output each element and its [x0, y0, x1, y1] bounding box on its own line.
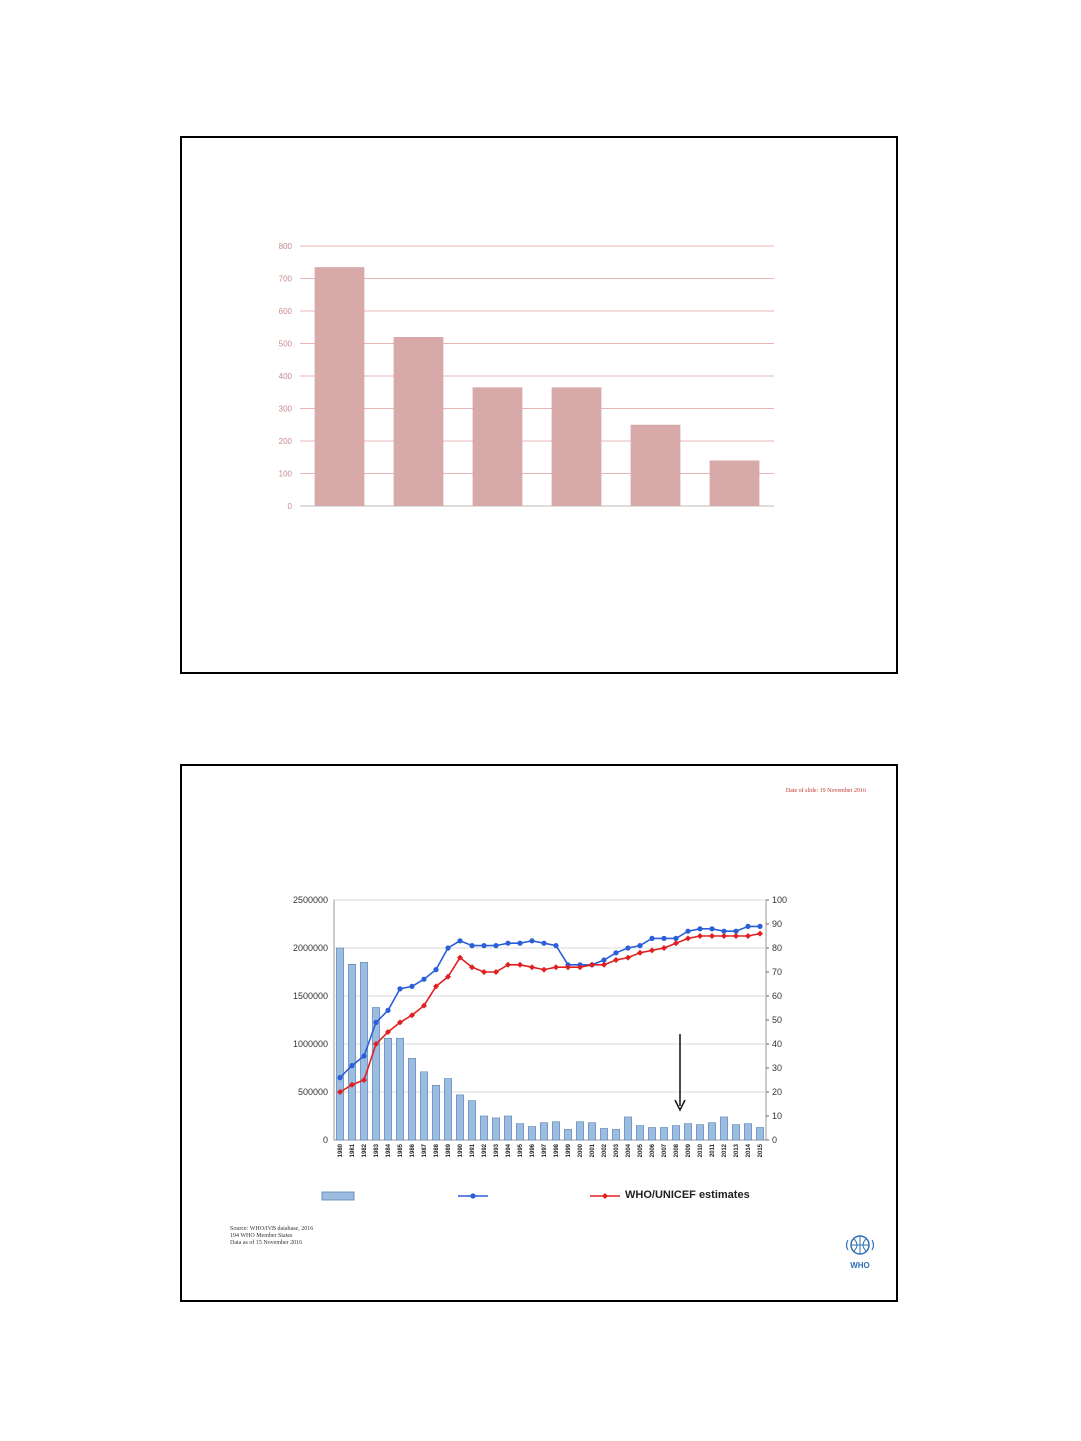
series-point [601, 962, 607, 968]
right-tick-label: 0 [772, 1135, 778, 1145]
bar [444, 1079, 451, 1140]
bar [564, 1129, 571, 1140]
x-tick-label: 1986 [410, 1144, 416, 1158]
bar [732, 1125, 739, 1140]
bar [528, 1127, 535, 1140]
bar [684, 1124, 691, 1140]
series-point [361, 1053, 366, 1058]
right-tick-label: 10 [772, 1111, 783, 1121]
left-tick-label: 0 [322, 1135, 328, 1145]
left-tick-label: 2000000 [292, 943, 328, 953]
bar [648, 1128, 655, 1140]
series-point [529, 964, 535, 970]
series-point [709, 926, 714, 931]
bar [408, 1058, 415, 1140]
bar [744, 1124, 751, 1140]
series-point [337, 1075, 342, 1080]
bar [432, 1085, 439, 1140]
series-point [421, 977, 426, 982]
series-point [757, 924, 762, 929]
left-tick-label: 1500000 [292, 991, 328, 1001]
legend-swatch-point [602, 1193, 608, 1199]
bar [540, 1123, 547, 1140]
x-tick-label: 2007 [662, 1144, 668, 1158]
left-tick-label: 500000 [297, 1087, 328, 1097]
y-tick-label: 300 [278, 404, 292, 414]
source-note [230, 1226, 313, 1247]
x-tick-label: 1992 [482, 1144, 488, 1158]
x-tick-label: 1987 [422, 1144, 428, 1158]
series-point [553, 964, 559, 970]
series-point [481, 969, 487, 975]
series-point [505, 941, 510, 946]
bar [315, 267, 365, 506]
series-point [733, 933, 739, 939]
x-tick-label: 1991 [470, 1144, 476, 1158]
left-tick-label: 2500000 [292, 895, 328, 905]
series-point [685, 935, 691, 941]
bar [696, 1125, 703, 1140]
bar [636, 1126, 643, 1140]
series-point [541, 967, 547, 973]
bar [552, 1122, 559, 1140]
right-tick-label: 100 [772, 895, 788, 905]
x-tick-label: 2008 [674, 1144, 680, 1158]
who-logo-text: WHO [850, 1261, 870, 1270]
y-tick-label: 600 [278, 307, 292, 316]
series-point [697, 933, 703, 939]
series-point [721, 933, 727, 939]
series-point [745, 924, 750, 929]
y-tick-label: 500 [278, 339, 292, 349]
right-tick-label: 30 [772, 1063, 783, 1073]
x-tick-label: 1996 [530, 1144, 536, 1158]
bar [588, 1123, 595, 1140]
series-point [457, 938, 462, 943]
y-tick-label: 400 [278, 372, 292, 381]
series-point [517, 962, 523, 968]
right-tick-label: 20 [772, 1087, 783, 1097]
x-tick-label: 1985 [398, 1144, 404, 1158]
series-point [349, 1063, 354, 1068]
bar [660, 1128, 667, 1140]
series-point [757, 931, 763, 937]
series-point [589, 962, 595, 968]
x-tick-label: 2009 [686, 1144, 692, 1158]
series-point [661, 936, 666, 941]
series-point [661, 945, 667, 951]
series-point [613, 950, 618, 955]
who-emblem-icon [845, 1234, 875, 1256]
bar [720, 1117, 727, 1140]
bar [516, 1124, 523, 1140]
x-tick-label: 1989 [446, 1144, 452, 1158]
series-point [445, 945, 450, 950]
right-tick-label: 80 [772, 943, 783, 953]
x-tick-label: 1999 [566, 1144, 572, 1158]
series-point [529, 938, 534, 943]
y-tick-label: 100 [278, 469, 292, 479]
source-line: Source: WHO/IVB database, 2016 [230, 1226, 314, 1232]
bar [672, 1126, 679, 1140]
bar [576, 1122, 583, 1140]
bar [394, 337, 444, 506]
slide-1 [180, 136, 898, 674]
x-tick-label: 1982 [362, 1144, 368, 1158]
y-tick-label: 200 [278, 437, 292, 446]
series-point [409, 984, 414, 989]
x-tick-label: 2004 [626, 1144, 632, 1158]
date-note: Date of slide: 19 November 2016 [785, 788, 866, 794]
series-point [541, 941, 546, 946]
bar [384, 1038, 391, 1140]
bar [624, 1117, 631, 1140]
series-point [397, 986, 402, 991]
y-tick-label: 0 [287, 502, 292, 511]
series-point [625, 955, 631, 961]
bar [710, 461, 760, 507]
x-tick-label: 2012 [722, 1144, 728, 1158]
series-point [613, 957, 619, 963]
left-tick-label: 1000000 [292, 1039, 328, 1049]
bar [420, 1072, 427, 1140]
series-point [373, 1020, 378, 1025]
source-line: Data as of 15 November 2016 [230, 1240, 303, 1246]
right-tick-label: 70 [772, 967, 783, 977]
bar [600, 1128, 607, 1140]
series-point [685, 929, 690, 934]
x-tick-label: 1988 [434, 1144, 440, 1158]
series-point [637, 943, 642, 948]
x-tick-label: 1980 [338, 1144, 344, 1158]
y-tick-label: 700 [278, 274, 292, 284]
x-tick-label: 2013 [734, 1144, 740, 1158]
bar [504, 1116, 511, 1140]
bar [708, 1123, 715, 1140]
x-tick-label: 1997 [542, 1144, 548, 1158]
bar [756, 1128, 763, 1140]
bar [396, 1038, 403, 1140]
who-logo [842, 1234, 878, 1270]
series-point [433, 967, 438, 972]
x-tick-label: 1995 [518, 1144, 524, 1158]
series-point [625, 945, 630, 950]
series-point [637, 950, 643, 956]
x-tick-label: 1983 [374, 1144, 380, 1158]
bar [631, 425, 681, 506]
series-point [709, 933, 715, 939]
bar [468, 1101, 475, 1140]
series-point [697, 926, 702, 931]
x-tick-label: 2001 [590, 1144, 596, 1158]
series-point [745, 933, 751, 939]
series-point [553, 943, 558, 948]
bar [336, 948, 343, 1140]
legend-label-estimates: WHO/UNICEF estimates [625, 1189, 750, 1201]
source-line: 194 WHO Member States [230, 1233, 293, 1239]
x-tick-label: 2015 [758, 1144, 764, 1158]
bar [473, 387, 523, 506]
bar-chart [182, 138, 896, 672]
y-tick-label: 800 [278, 242, 292, 251]
right-tick-label: 90 [772, 919, 783, 929]
bar [360, 962, 367, 1140]
x-tick-label: 2002 [602, 1144, 608, 1158]
series-point [481, 943, 486, 948]
x-tick-label: 2005 [638, 1144, 644, 1158]
x-tick-label: 1981 [350, 1144, 356, 1158]
x-tick-label: 1998 [554, 1144, 560, 1158]
legend-swatch-bar [322, 1192, 354, 1200]
combo-chart [182, 766, 896, 1300]
x-tick-label: 2014 [746, 1144, 752, 1158]
x-tick-label: 2003 [614, 1144, 620, 1158]
x-tick-label: 2006 [650, 1144, 656, 1158]
x-tick-label: 2000 [578, 1144, 584, 1158]
legend-swatch-point [470, 1193, 475, 1198]
bar [552, 387, 602, 506]
series-point [493, 943, 498, 948]
x-tick-label: 1993 [494, 1144, 500, 1158]
right-tick-label: 40 [772, 1039, 783, 1049]
bar [492, 1118, 499, 1140]
x-tick-label: 1990 [458, 1144, 464, 1158]
x-tick-label: 2010 [698, 1144, 704, 1158]
series-point [469, 943, 474, 948]
series-point [517, 941, 522, 946]
bar [480, 1116, 487, 1140]
right-tick-label: 60 [772, 991, 783, 1001]
series-point [649, 936, 654, 941]
x-tick-label: 1994 [506, 1144, 512, 1158]
x-tick-label: 2011 [710, 1144, 716, 1158]
right-tick-label: 50 [772, 1015, 783, 1025]
series-point [385, 1008, 390, 1013]
slide-2 [180, 764, 898, 1302]
bar [612, 1129, 619, 1140]
series-point [673, 940, 679, 946]
bar [456, 1095, 463, 1140]
bar [348, 964, 355, 1140]
x-tick-label: 1984 [386, 1144, 392, 1158]
